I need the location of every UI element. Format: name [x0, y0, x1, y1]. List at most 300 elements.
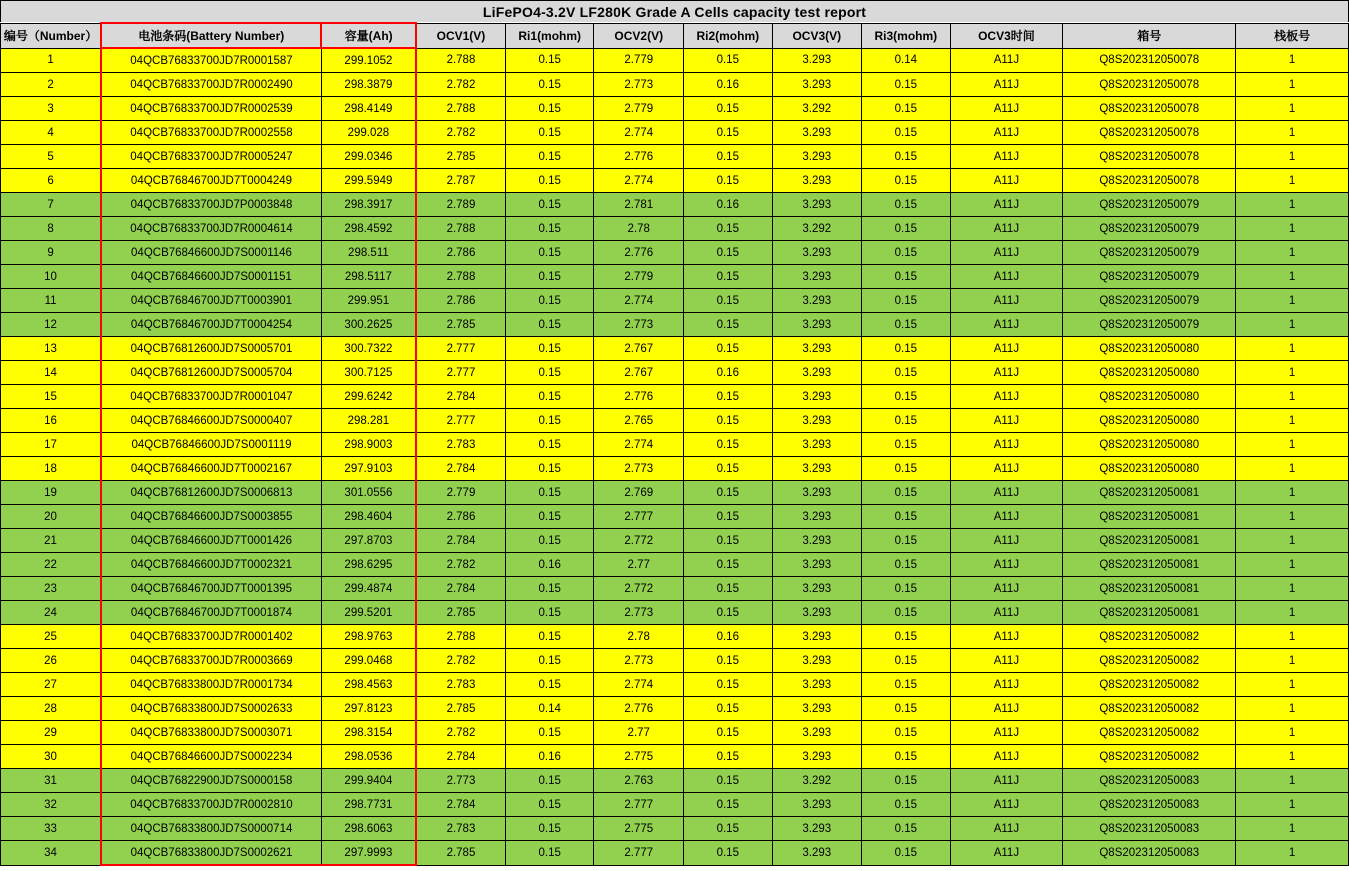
cell-ocv2: 2.773: [594, 601, 684, 625]
cell-ri1: 0.15: [505, 457, 594, 481]
cell-pallet_number: 1: [1236, 385, 1349, 409]
table-row: [1, 121, 1349, 145]
cell-number: 28: [1, 697, 102, 721]
cell-ri1: 0.15: [505, 433, 594, 457]
cell-ocv3: 3.292: [772, 97, 862, 121]
cell-number: 10: [1, 265, 102, 289]
cell-ri3: 0.15: [862, 313, 951, 337]
cell-number: 34: [1, 841, 102, 866]
cell-capacity: 298.5117: [321, 265, 416, 289]
cell-ocv2: 2.776: [594, 697, 684, 721]
table-row: [1, 265, 1349, 289]
cell-ocv1: 2.786: [416, 241, 506, 265]
cell-capacity: 298.9003: [321, 433, 416, 457]
cell-capacity: 298.3879: [321, 73, 416, 97]
cell-ocv1: 2.783: [416, 817, 506, 841]
cell-ocv3: 3.293: [772, 625, 862, 649]
cell-box_number: Q8S202312050078: [1063, 97, 1236, 121]
report-title: LiFePO4-3.2V LF280K Grade A Cells capacity test report: [0, 0, 1349, 22]
table-row: [1, 745, 1349, 769]
cell-ri2: 0.15: [684, 145, 773, 169]
cell-ri3: 0.14: [862, 48, 951, 73]
cell-ri1: 0.15: [505, 721, 594, 745]
cell-capacity: 299.0468: [321, 649, 416, 673]
cell-ocv2: 2.775: [594, 817, 684, 841]
table-row: [1, 793, 1349, 817]
cell-box_number: Q8S202312050081: [1063, 601, 1236, 625]
cell-ri3: 0.15: [862, 73, 951, 97]
cell-box_number: Q8S202312050081: [1063, 481, 1236, 505]
cell-box_number: Q8S202312050079: [1063, 313, 1236, 337]
cell-ocv2: 2.775: [594, 745, 684, 769]
cell-battery_number: 04QCB76846700JD7T0003901: [101, 289, 321, 313]
cell-ri2: 0.15: [684, 529, 773, 553]
cell-ri2: 0.15: [684, 553, 773, 577]
cell-capacity: 298.6295: [321, 553, 416, 577]
cell-capacity: 297.8703: [321, 529, 416, 553]
cell-ri1: 0.15: [505, 817, 594, 841]
cell-battery_number: 04QCB76833700JD7R0001047: [101, 385, 321, 409]
cell-number: 11: [1, 289, 102, 313]
cell-capacity: 297.9993: [321, 841, 416, 866]
column-header-ocv2: OCV2(V): [594, 23, 684, 48]
table-header: [1, 23, 1349, 48]
cell-ocv3_time: A11J: [950, 289, 1063, 313]
cell-ocv3_time: A11J: [950, 625, 1063, 649]
cell-ocv1: 2.786: [416, 289, 506, 313]
cell-pallet_number: 1: [1236, 601, 1349, 625]
cell-ri2: 0.15: [684, 769, 773, 793]
cell-number: 20: [1, 505, 102, 529]
cell-pallet_number: 1: [1236, 145, 1349, 169]
cell-ri3: 0.15: [862, 169, 951, 193]
cell-ri3: 0.15: [862, 745, 951, 769]
cell-ocv2: 2.767: [594, 337, 684, 361]
cell-ocv2: 2.776: [594, 385, 684, 409]
cell-number: 25: [1, 625, 102, 649]
cell-battery_number: 04QCB76833800JD7R0001734: [101, 673, 321, 697]
header-row: [1, 23, 1349, 48]
cell-ocv2: 2.77: [594, 553, 684, 577]
cell-box_number: Q8S202312050081: [1063, 553, 1236, 577]
cell-battery_number: 04QCB76833800JD7S0002633: [101, 697, 321, 721]
cell-battery_number: 04QCB76833700JD7R0002490: [101, 73, 321, 97]
cell-number: 21: [1, 529, 102, 553]
cell-ri2: 0.15: [684, 793, 773, 817]
cell-battery_number: 04QCB76812600JD7S0005701: [101, 337, 321, 361]
cell-box_number: Q8S202312050079: [1063, 193, 1236, 217]
cell-capacity: 298.7731: [321, 793, 416, 817]
cell-ocv1: 2.777: [416, 337, 506, 361]
cell-ocv3_time: A11J: [950, 649, 1063, 673]
cell-ocv3_time: A11J: [950, 529, 1063, 553]
cell-ocv3: 3.293: [772, 817, 862, 841]
cell-ri1: 0.15: [505, 289, 594, 313]
cell-ocv3: 3.293: [772, 697, 862, 721]
table-row: [1, 409, 1349, 433]
cell-ri1: 0.15: [505, 793, 594, 817]
cell-ocv3_time: A11J: [950, 745, 1063, 769]
cell-ocv3: 3.293: [772, 241, 862, 265]
cell-number: 23: [1, 577, 102, 601]
cell-box_number: Q8S202312050083: [1063, 793, 1236, 817]
cell-ocv2: 2.781: [594, 193, 684, 217]
cell-ocv2: 2.772: [594, 529, 684, 553]
cell-ocv2: 2.774: [594, 433, 684, 457]
cell-capacity: 298.9763: [321, 625, 416, 649]
cell-ocv3: 3.292: [772, 217, 862, 241]
cell-pallet_number: 1: [1236, 769, 1349, 793]
cell-ocv1: 2.785: [416, 313, 506, 337]
cell-ri2: 0.15: [684, 697, 773, 721]
cell-ocv3_time: A11J: [950, 193, 1063, 217]
cell-ocv2: 2.773: [594, 649, 684, 673]
cell-ocv3: 3.293: [772, 721, 862, 745]
cell-battery_number: 04QCB76833800JD7S0002621: [101, 841, 321, 866]
cell-ocv3_time: A11J: [950, 817, 1063, 841]
cell-pallet_number: 1: [1236, 241, 1349, 265]
cell-number: 19: [1, 481, 102, 505]
cell-battery_number: 04QCB76846600JD7T0001426: [101, 529, 321, 553]
cell-number: 29: [1, 721, 102, 745]
cell-battery_number: 04QCB76846700JD7T0001874: [101, 601, 321, 625]
cell-ri3: 0.15: [862, 505, 951, 529]
cell-ri2: 0.15: [684, 121, 773, 145]
cell-ri1: 0.15: [505, 337, 594, 361]
cell-capacity: 300.7322: [321, 337, 416, 361]
cell-capacity: 298.3917: [321, 193, 416, 217]
table-row: [1, 73, 1349, 97]
cell-ocv2: 2.763: [594, 769, 684, 793]
cell-box_number: Q8S202312050078: [1063, 48, 1236, 73]
cell-pallet_number: 1: [1236, 121, 1349, 145]
cell-ocv2: 2.78: [594, 217, 684, 241]
cell-pallet_number: 1: [1236, 577, 1349, 601]
cell-ocv3_time: A11J: [950, 553, 1063, 577]
cell-ri3: 0.15: [862, 337, 951, 361]
table-row: [1, 145, 1349, 169]
cell-box_number: Q8S202312050082: [1063, 649, 1236, 673]
cell-pallet_number: 1: [1236, 97, 1349, 121]
cell-number: 4: [1, 121, 102, 145]
cell-ri2: 0.15: [684, 577, 773, 601]
cell-capacity: 299.5949: [321, 169, 416, 193]
column-header-ocv1: OCV1(V): [416, 23, 506, 48]
cell-ocv1: 2.788: [416, 97, 506, 121]
cell-ocv3: 3.293: [772, 601, 862, 625]
cell-box_number: Q8S202312050082: [1063, 745, 1236, 769]
table-row: [1, 193, 1349, 217]
cell-box_number: Q8S202312050079: [1063, 241, 1236, 265]
cell-ri3: 0.15: [862, 721, 951, 745]
cell-ri3: 0.15: [862, 673, 951, 697]
cell-box_number: Q8S202312050082: [1063, 721, 1236, 745]
cell-box_number: Q8S202312050078: [1063, 73, 1236, 97]
cell-ri2: 0.15: [684, 289, 773, 313]
cell-number: 24: [1, 601, 102, 625]
cell-ocv1: 2.773: [416, 769, 506, 793]
cell-ocv3: 3.293: [772, 145, 862, 169]
cell-ocv3: 3.293: [772, 745, 862, 769]
cell-pallet_number: 1: [1236, 745, 1349, 769]
cell-ocv2: 2.777: [594, 841, 684, 866]
cell-ocv3_time: A11J: [950, 793, 1063, 817]
cell-ri2: 0.15: [684, 433, 773, 457]
cell-ocv1: 2.777: [416, 409, 506, 433]
cell-pallet_number: 1: [1236, 433, 1349, 457]
cell-ocv1: 2.779: [416, 481, 506, 505]
cell-ri1: 0.15: [505, 841, 594, 866]
cell-ri3: 0.15: [862, 769, 951, 793]
cell-ocv1: 2.784: [416, 577, 506, 601]
cell-box_number: Q8S202312050080: [1063, 337, 1236, 361]
cell-battery_number: 04QCB76846600JD7S0001119: [101, 433, 321, 457]
table-row: [1, 625, 1349, 649]
cell-pallet_number: 1: [1236, 553, 1349, 577]
cell-pallet_number: 1: [1236, 505, 1349, 529]
cell-pallet_number: 1: [1236, 48, 1349, 73]
cell-ri2: 0.15: [684, 649, 773, 673]
cell-ri2: 0.16: [684, 361, 773, 385]
table-row: [1, 457, 1349, 481]
cell-battery_number: 04QCB76833800JD7S0000714: [101, 817, 321, 841]
cell-capacity: 299.951: [321, 289, 416, 313]
cell-ocv2: 2.774: [594, 169, 684, 193]
cell-ocv1: 2.782: [416, 721, 506, 745]
cell-box_number: Q8S202312050082: [1063, 673, 1236, 697]
cell-ri3: 0.15: [862, 409, 951, 433]
cell-ocv3_time: A11J: [950, 97, 1063, 121]
cell-number: 13: [1, 337, 102, 361]
table-row: [1, 553, 1349, 577]
cell-ocv1: 2.784: [416, 745, 506, 769]
cell-ri1: 0.15: [505, 625, 594, 649]
cell-battery_number: 04QCB76833700JD7P0003848: [101, 193, 321, 217]
cell-ri2: 0.15: [684, 505, 773, 529]
cell-pallet_number: 1: [1236, 193, 1349, 217]
cell-ri1: 0.15: [505, 769, 594, 793]
cell-number: 15: [1, 385, 102, 409]
column-header-battery-number: 电池条码(Battery Number): [101, 23, 321, 48]
cell-ocv2: 2.767: [594, 361, 684, 385]
column-header-box-number: 箱号: [1063, 23, 1236, 48]
cell-capacity: 300.7125: [321, 361, 416, 385]
cell-ocv1: 2.783: [416, 673, 506, 697]
cell-ri3: 0.15: [862, 649, 951, 673]
cell-ocv1: 2.784: [416, 457, 506, 481]
cell-number: 3: [1, 97, 102, 121]
cell-box_number: Q8S202312050083: [1063, 769, 1236, 793]
cell-ocv3_time: A11J: [950, 145, 1063, 169]
cell-ocv3_time: A11J: [950, 721, 1063, 745]
cell-battery_number: 04QCB76833700JD7R0002539: [101, 97, 321, 121]
cell-ri2: 0.15: [684, 673, 773, 697]
cell-battery_number: 04QCB76833700JD7R0004614: [101, 217, 321, 241]
cell-pallet_number: 1: [1236, 457, 1349, 481]
table-row: [1, 721, 1349, 745]
table-row: [1, 337, 1349, 361]
cell-box_number: Q8S202312050081: [1063, 577, 1236, 601]
cell-ocv2: 2.777: [594, 793, 684, 817]
cell-ri3: 0.15: [862, 793, 951, 817]
cell-ocv1: 2.782: [416, 121, 506, 145]
column-header-ri3: Ri3(mohm): [862, 23, 951, 48]
cell-box_number: Q8S202312050079: [1063, 289, 1236, 313]
cell-ocv3: 3.293: [772, 193, 862, 217]
cell-number: 9: [1, 241, 102, 265]
cell-ocv3_time: A11J: [950, 48, 1063, 73]
cell-battery_number: 04QCB76846600JD7S0003855: [101, 505, 321, 529]
cell-box_number: Q8S202312050083: [1063, 841, 1236, 866]
cell-ocv1: 2.782: [416, 73, 506, 97]
cell-ocv1: 2.785: [416, 841, 506, 866]
cell-ri2: 0.15: [684, 337, 773, 361]
cell-capacity: 298.3154: [321, 721, 416, 745]
table-row: [1, 97, 1349, 121]
cell-ocv3: 3.293: [772, 793, 862, 817]
cell-box_number: Q8S202312050078: [1063, 145, 1236, 169]
cell-capacity: 298.4592: [321, 217, 416, 241]
cell-number: 6: [1, 169, 102, 193]
cell-ri2: 0.15: [684, 841, 773, 866]
cell-capacity: 298.4563: [321, 673, 416, 697]
cell-battery_number: 04QCB76846600JD7T0002167: [101, 457, 321, 481]
cell-ri1: 0.15: [505, 73, 594, 97]
cell-ri1: 0.15: [505, 193, 594, 217]
cell-ocv1: 2.788: [416, 265, 506, 289]
cell-ri2: 0.15: [684, 169, 773, 193]
cell-ri1: 0.16: [505, 553, 594, 577]
cell-battery_number: 04QCB76833700JD7R0001587: [101, 48, 321, 73]
cell-ri1: 0.15: [505, 481, 594, 505]
cell-ocv3_time: A11J: [950, 433, 1063, 457]
cell-capacity: 299.1052: [321, 48, 416, 73]
cell-battery_number: 04QCB76846600JD7S0001151: [101, 265, 321, 289]
cell-ocv2: 2.77: [594, 721, 684, 745]
cell-ri1: 0.15: [505, 265, 594, 289]
cell-ri3: 0.15: [862, 601, 951, 625]
cell-ocv3_time: A11J: [950, 577, 1063, 601]
cell-number: 27: [1, 673, 102, 697]
cell-ocv3_time: A11J: [950, 481, 1063, 505]
cell-ocv2: 2.765: [594, 409, 684, 433]
cell-ri1: 0.15: [505, 361, 594, 385]
cell-ocv3: 3.293: [772, 553, 862, 577]
table-row: [1, 673, 1349, 697]
cell-number: 30: [1, 745, 102, 769]
cell-pallet_number: 1: [1236, 481, 1349, 505]
cell-ri3: 0.15: [862, 265, 951, 289]
cells-table: [0, 22, 1349, 866]
cell-ri3: 0.15: [862, 97, 951, 121]
cell-pallet_number: 1: [1236, 217, 1349, 241]
cell-capacity: 299.4874: [321, 577, 416, 601]
cell-ri2: 0.15: [684, 265, 773, 289]
cell-ri1: 0.15: [505, 385, 594, 409]
cell-battery_number: 04QCB76833800JD7S0003071: [101, 721, 321, 745]
cell-capacity: 301.0556: [321, 481, 416, 505]
cell-ri1: 0.15: [505, 673, 594, 697]
cell-battery_number: 04QCB76846700JD7T0004254: [101, 313, 321, 337]
column-header-pallet-number: 栈板号: [1236, 23, 1349, 48]
cell-ocv3: 3.293: [772, 121, 862, 145]
table-row: [1, 169, 1349, 193]
cell-ri2: 0.16: [684, 193, 773, 217]
cell-ocv1: 2.782: [416, 649, 506, 673]
cell-ocv1: 2.784: [416, 529, 506, 553]
cell-battery_number: 04QCB76846700JD7T0001395: [101, 577, 321, 601]
cell-ocv1: 2.785: [416, 145, 506, 169]
cell-number: 31: [1, 769, 102, 793]
table-row: [1, 817, 1349, 841]
cell-ri2: 0.15: [684, 313, 773, 337]
cell-box_number: Q8S202312050081: [1063, 529, 1236, 553]
cell-box_number: Q8S202312050080: [1063, 457, 1236, 481]
cell-ocv1: 2.787: [416, 169, 506, 193]
cell-ocv3: 3.293: [772, 505, 862, 529]
cell-ocv2: 2.773: [594, 457, 684, 481]
cell-ocv3: 3.293: [772, 289, 862, 313]
cell-ri3: 0.15: [862, 481, 951, 505]
table-body: [1, 48, 1349, 865]
cell-box_number: Q8S202312050080: [1063, 433, 1236, 457]
table-row: [1, 841, 1349, 866]
cell-ri1: 0.15: [505, 577, 594, 601]
cell-ocv2: 2.777: [594, 505, 684, 529]
cell-pallet_number: 1: [1236, 721, 1349, 745]
cell-battery_number: 04QCB76833700JD7R0002810: [101, 793, 321, 817]
table-row: [1, 241, 1349, 265]
cell-pallet_number: 1: [1236, 361, 1349, 385]
cell-ocv3_time: A11J: [950, 313, 1063, 337]
cell-capacity: 300.2625: [321, 313, 416, 337]
cell-ocv3: 3.293: [772, 481, 862, 505]
cell-ri2: 0.15: [684, 97, 773, 121]
cell-battery_number: 04QCB76846600JD7T0002321: [101, 553, 321, 577]
table-row: [1, 649, 1349, 673]
cell-ri1: 0.15: [505, 649, 594, 673]
table-row: [1, 361, 1349, 385]
cell-ocv3: 3.293: [772, 673, 862, 697]
cell-ri2: 0.16: [684, 625, 773, 649]
cell-ocv3: 3.293: [772, 409, 862, 433]
cell-ri1: 0.15: [505, 121, 594, 145]
cell-ocv2: 2.78: [594, 625, 684, 649]
cell-number: 5: [1, 145, 102, 169]
cell-ocv3_time: A11J: [950, 457, 1063, 481]
cell-ocv2: 2.776: [594, 145, 684, 169]
cell-battery_number: 04QCB76846700JD7T0004249: [101, 169, 321, 193]
cell-ocv2: 2.779: [594, 97, 684, 121]
cell-battery_number: 04QCB76833700JD7R0003669: [101, 649, 321, 673]
cell-ri2: 0.15: [684, 409, 773, 433]
cell-battery_number: 04QCB76833700JD7R0005247: [101, 145, 321, 169]
cell-number: 7: [1, 193, 102, 217]
cell-ocv2: 2.773: [594, 313, 684, 337]
cell-ri2: 0.15: [684, 721, 773, 745]
cell-number: 26: [1, 649, 102, 673]
cell-pallet_number: 1: [1236, 625, 1349, 649]
cell-ocv1: 2.786: [416, 505, 506, 529]
cell-pallet_number: 1: [1236, 529, 1349, 553]
cell-ocv1: 2.785: [416, 697, 506, 721]
cell-ri3: 0.15: [862, 553, 951, 577]
cell-number: 8: [1, 217, 102, 241]
cell-capacity: 297.9103: [321, 457, 416, 481]
cell-pallet_number: 1: [1236, 817, 1349, 841]
cell-ri1: 0.15: [505, 529, 594, 553]
cell-ri1: 0.15: [505, 169, 594, 193]
